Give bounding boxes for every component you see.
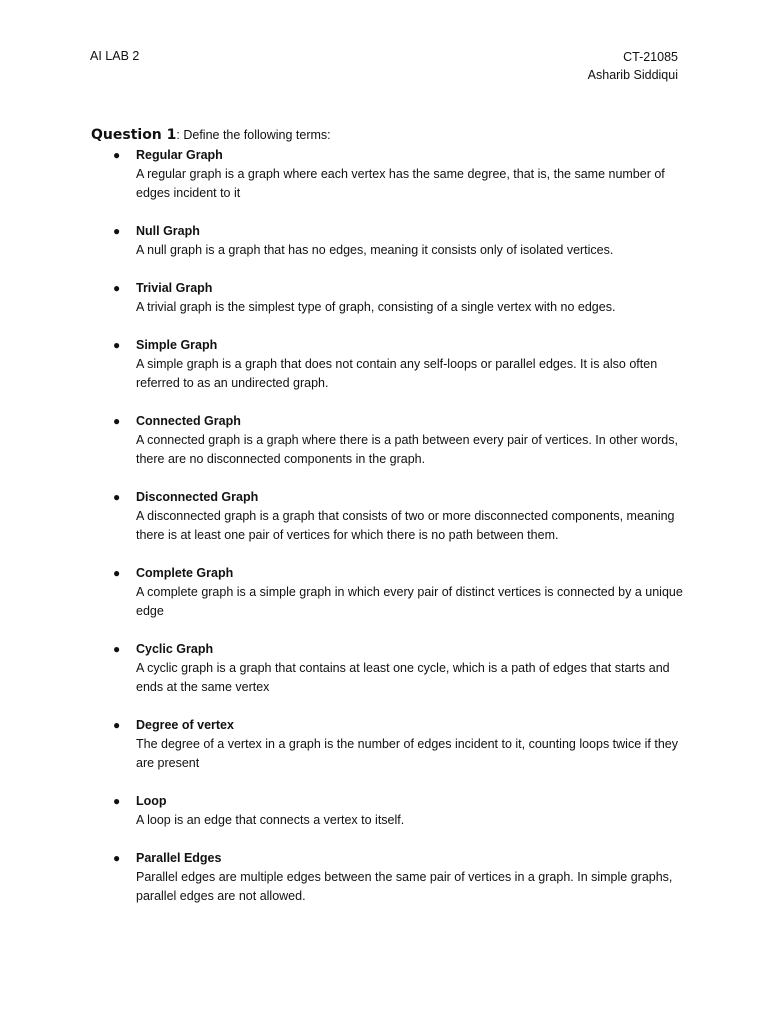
- list-item: [110, 336, 690, 393]
- term-definition: A complete graph is a simple graph in which every pair of distinct vertices is connected by a unique edge: [136, 585, 683, 618]
- bullet-icon: ●: [113, 338, 121, 352]
- term-title: Cyclic Graph: [136, 642, 214, 656]
- bullet-icon: ●: [113, 148, 121, 162]
- list-item: [110, 792, 690, 830]
- bullet-icon: ●: [113, 224, 121, 238]
- question-label: Question 1: [91, 127, 177, 143]
- term-definition: Parallel edges are multiple edges between the same pair of vertices in a graph. In simple graphs, parallel edges are not allowed.: [136, 870, 673, 903]
- bullet-icon: ●: [113, 490, 121, 504]
- term-definition: A trivial graph is the simplest type of graph, consisting of a single vertex with no edges.: [136, 300, 616, 314]
- question-prompt: : Define the following terms:: [176, 128, 331, 142]
- question-heading: [91, 126, 331, 144]
- term-title: Regular Graph: [136, 148, 223, 162]
- header-course-label: AI LAB 2: [90, 49, 140, 63]
- term-title: Simple Graph: [136, 338, 218, 352]
- term-title: Connected Graph: [136, 414, 241, 428]
- list-item: [110, 564, 690, 621]
- term-title: Degree of vertex: [136, 718, 234, 732]
- bullet-icon: ●: [113, 718, 121, 732]
- list-item: [110, 222, 690, 260]
- bullet-icon: ●: [113, 851, 121, 865]
- list-item: [110, 279, 690, 317]
- term-title: Loop: [136, 794, 167, 808]
- term-title: Null Graph: [136, 224, 200, 238]
- list-item: [110, 849, 690, 906]
- term-definition: A simple graph is a graph that does not contain any self-loops or parallel edges. It is also often referred to as an undirected graph.: [136, 357, 658, 390]
- term-definition: A connected graph is a graph where there is a path between every pair of vertices. In other words, there are no disconnected components in the graph.: [136, 433, 678, 466]
- term-definition: A disconnected graph is a graph that consists of two or more disconnected components, meaning there is at least one pair of vertices for which there is no path between them.: [136, 509, 675, 542]
- terms-list: [110, 146, 690, 925]
- term-definition: A cyclic graph is a graph that contains at least one cycle, which is a path of edges that starts and ends at the same vertex: [136, 661, 670, 694]
- list-item: [110, 716, 690, 773]
- term-title: Complete Graph: [136, 566, 234, 580]
- header-student-info: [588, 48, 678, 84]
- term-definition: A null graph is a graph that has no edges, meaning it consists only of isolated vertices.: [136, 243, 614, 257]
- bullet-icon: ●: [113, 414, 121, 428]
- term-definition: A regular graph is a graph where each vertex has the same degree, that is, the same number of edges incident to it: [136, 167, 665, 200]
- term-title: Parallel Edges: [136, 851, 222, 865]
- header-student-id: CT-21085: [623, 50, 678, 64]
- bullet-icon: ●: [113, 642, 121, 656]
- list-item: [110, 412, 690, 469]
- term-definition: A loop is an edge that connects a vertex to itself.: [136, 813, 405, 827]
- term-title: Disconnected Graph: [136, 490, 259, 504]
- term-definition: The degree of a vertex in a graph is the number of edges incident to it, counting loops twice if they are present: [136, 737, 678, 770]
- list-item: [110, 640, 690, 697]
- bullet-icon: ●: [113, 281, 121, 295]
- list-item: [110, 146, 690, 203]
- header-student-name: Asharib Siddiqui: [587, 68, 678, 82]
- list-item: [110, 488, 690, 545]
- bullet-icon: ●: [113, 566, 121, 580]
- term-title: Trivial Graph: [136, 281, 213, 295]
- bullet-icon: ●: [113, 794, 121, 808]
